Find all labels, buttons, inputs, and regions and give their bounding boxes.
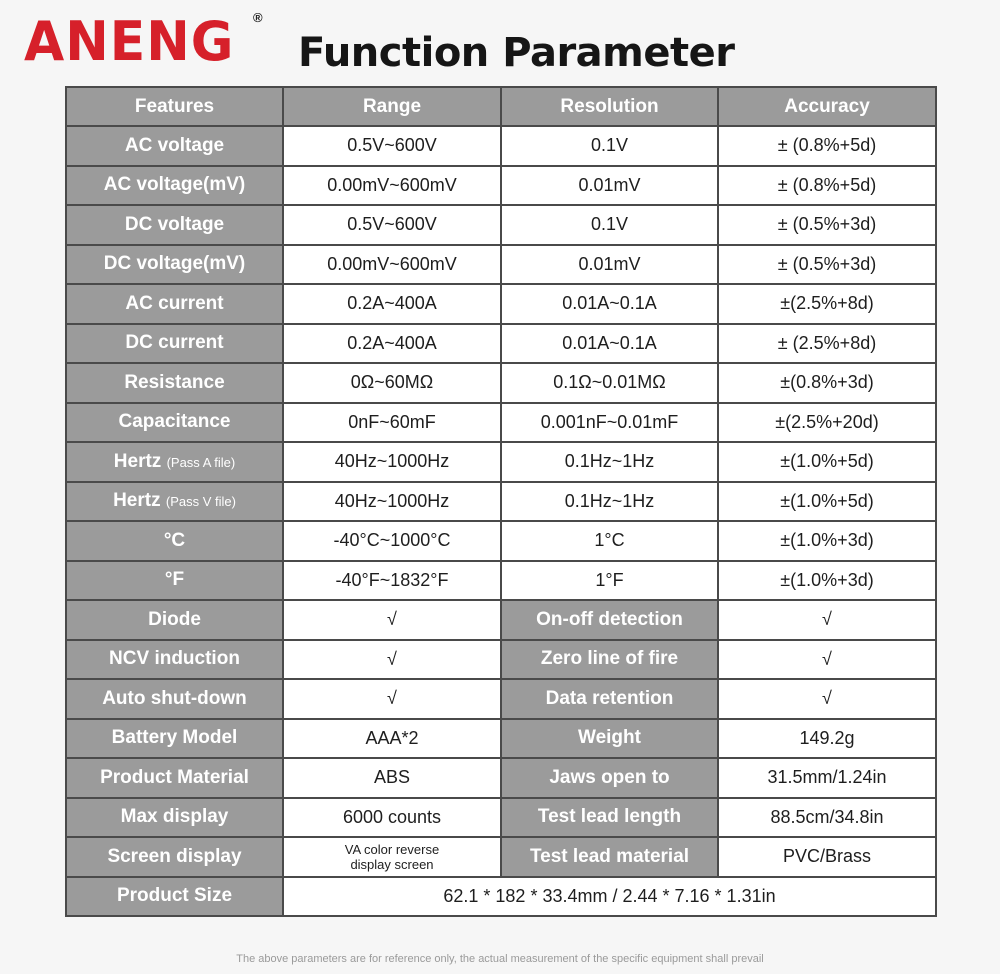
feature-cell: °F	[66, 561, 283, 601]
column-header-range: Range	[283, 87, 501, 126]
accuracy-cell: ± (2.5%+8d)	[718, 324, 936, 364]
table-row	[66, 284, 936, 324]
feature-label: Hertz	[113, 490, 161, 512]
pair-right-label: Weight	[501, 719, 718, 759]
table-row	[66, 245, 936, 285]
resolution-cell: 0.01A~0.1A	[501, 284, 718, 324]
accuracy-cell: ± (0.5%+3d)	[718, 205, 936, 245]
feature-cell: DC current	[66, 324, 283, 364]
column-header-resolution: Resolution	[501, 87, 718, 126]
pair-row	[66, 837, 936, 877]
screen-display-line-1: VA color reverse	[344, 841, 440, 857]
page-title: Function Parameter	[298, 30, 735, 76]
range-cell: 0.00mV~600mV	[283, 245, 501, 285]
accuracy-cell: ±(0.8%+3d)	[718, 363, 936, 403]
feature-note: (Pass V file)	[165, 494, 236, 510]
pair-right-label: Zero line of fire	[501, 640, 718, 680]
product-size-row	[66, 877, 936, 917]
resolution-cell: 0.1Ω~0.01MΩ	[501, 363, 718, 403]
resolution-cell: 0.1Hz~1Hz	[501, 482, 718, 522]
pair-row	[66, 758, 936, 798]
feature-label: Hertz	[113, 450, 162, 472]
accuracy-cell: ±(1.0%+3d)	[718, 561, 936, 601]
pair-left-label: Product Material	[66, 758, 283, 798]
pair-right-value: √	[718, 679, 936, 719]
screen-display-line-2: display screen	[350, 856, 434, 872]
resolution-cell: 0.01mV	[501, 245, 718, 285]
pair-left-label: Max display	[66, 798, 283, 838]
pair-left-value: √	[283, 600, 501, 640]
table-row	[66, 205, 936, 245]
feature-note: (Pass A file)	[166, 454, 236, 470]
accuracy-cell: ±(1.0%+3d)	[718, 521, 936, 561]
pair-row	[66, 798, 936, 838]
feature-cell: DC voltage	[66, 205, 283, 245]
table-row	[66, 126, 936, 166]
range-cell: 0.2A~400A	[283, 324, 501, 364]
resolution-cell: 0.1V	[501, 205, 718, 245]
product-size-value: 62.1 * 182 * 33.4mm / 2.44 * 7.16 * 1.31in	[283, 877, 936, 917]
range-cell: 40Hz~1000Hz	[283, 442, 501, 482]
accuracy-cell: ± (0.8%+5d)	[718, 126, 936, 166]
pair-right-value: √	[718, 600, 936, 640]
table-row	[66, 482, 936, 522]
range-cell: 0.5V~600V	[283, 126, 501, 166]
pair-left-label: NCV induction	[66, 640, 283, 680]
pair-right-value: 31.5mm/1.24in	[718, 758, 936, 798]
pair-right-label: Data retention	[501, 679, 718, 719]
feature-cell: DC voltage(mV)	[66, 245, 283, 285]
pair-row	[66, 679, 936, 719]
pair-row	[66, 600, 936, 640]
pair-left-value	[283, 837, 501, 877]
table-row	[66, 442, 936, 482]
range-cell: -40°F~1832°F	[283, 561, 501, 601]
range-cell: 0.00mV~600mV	[283, 166, 501, 206]
pair-right-value: PVC/Brass	[718, 837, 936, 877]
range-cell: 0.5V~600V	[283, 205, 501, 245]
table-row	[66, 363, 936, 403]
spec-table	[65, 86, 937, 917]
feature-cell: °C	[66, 521, 283, 561]
pair-left-value: √	[283, 640, 501, 680]
pair-right-label: Jaws open to	[501, 758, 718, 798]
feature-cell: Resistance	[66, 363, 283, 403]
pair-left-label: Battery Model	[66, 719, 283, 759]
resolution-cell: 0.01mV	[501, 166, 718, 206]
feature-cell	[66, 442, 283, 482]
accuracy-cell: ± (0.5%+3d)	[718, 245, 936, 285]
pair-row	[66, 640, 936, 680]
accuracy-cell: ±(2.5%+20d)	[718, 403, 936, 443]
pair-right-value: √	[718, 640, 936, 680]
pair-right-label: Test lead material	[501, 837, 718, 877]
pair-row	[66, 719, 936, 759]
resolution-cell: 0.01A~0.1A	[501, 324, 718, 364]
table-row	[66, 403, 936, 443]
range-cell: 0nF~60mF	[283, 403, 501, 443]
pair-left-value: √	[283, 679, 501, 719]
pair-right-label: On-off detection	[501, 600, 718, 640]
column-header-features: Features	[66, 87, 283, 126]
brand-logo: ANENG	[24, 10, 235, 74]
feature-cell: AC current	[66, 284, 283, 324]
resolution-cell: 0.1V	[501, 126, 718, 166]
feature-cell: Capacitance	[66, 403, 283, 443]
resolution-cell: 1°F	[501, 561, 718, 601]
resolution-cell: 0.001nF~0.01mF	[501, 403, 718, 443]
disclaimer-note: The above parameters are for reference only, the actual measurement of the specific equipment shall prevail	[236, 953, 764, 965]
accuracy-cell: ±(2.5%+8d)	[718, 284, 936, 324]
pair-right-value: 88.5cm/34.8in	[718, 798, 936, 838]
accuracy-cell: ±(1.0%+5d)	[718, 482, 936, 522]
table-row	[66, 166, 936, 206]
accuracy-cell: ± (0.8%+5d)	[718, 166, 936, 206]
pair-left-value: 6000 counts	[283, 798, 501, 838]
range-cell: 0.2A~400A	[283, 284, 501, 324]
column-header-accuracy: Accuracy	[718, 87, 936, 126]
resolution-cell: 1°C	[501, 521, 718, 561]
product-size-label: Product Size	[66, 877, 283, 917]
feature-cell: AC voltage(mV)	[66, 166, 283, 206]
accuracy-cell: ±(1.0%+5d)	[718, 442, 936, 482]
pair-right-value: 149.2g	[718, 719, 936, 759]
pair-left-value: AAA*2	[283, 719, 501, 759]
table-header-row	[66, 87, 936, 126]
resolution-cell: 0.1Hz~1Hz	[501, 442, 718, 482]
feature-cell: AC voltage	[66, 126, 283, 166]
pair-left-label: Diode	[66, 600, 283, 640]
table-row	[66, 521, 936, 561]
range-cell: 40Hz~1000Hz	[283, 482, 501, 522]
range-cell: 0Ω~60MΩ	[283, 363, 501, 403]
table-row	[66, 324, 936, 364]
pair-right-label: Test lead length	[501, 798, 718, 838]
pair-left-label: Auto shut-down	[66, 679, 283, 719]
feature-cell	[66, 482, 283, 522]
registered-mark: ®	[253, 10, 263, 25]
range-cell: -40°C~1000°C	[283, 521, 501, 561]
page-header	[0, 0, 1000, 86]
pair-left-value: ABS	[283, 758, 501, 798]
table-row	[66, 561, 936, 601]
pair-left-label: Screen display	[66, 837, 283, 877]
